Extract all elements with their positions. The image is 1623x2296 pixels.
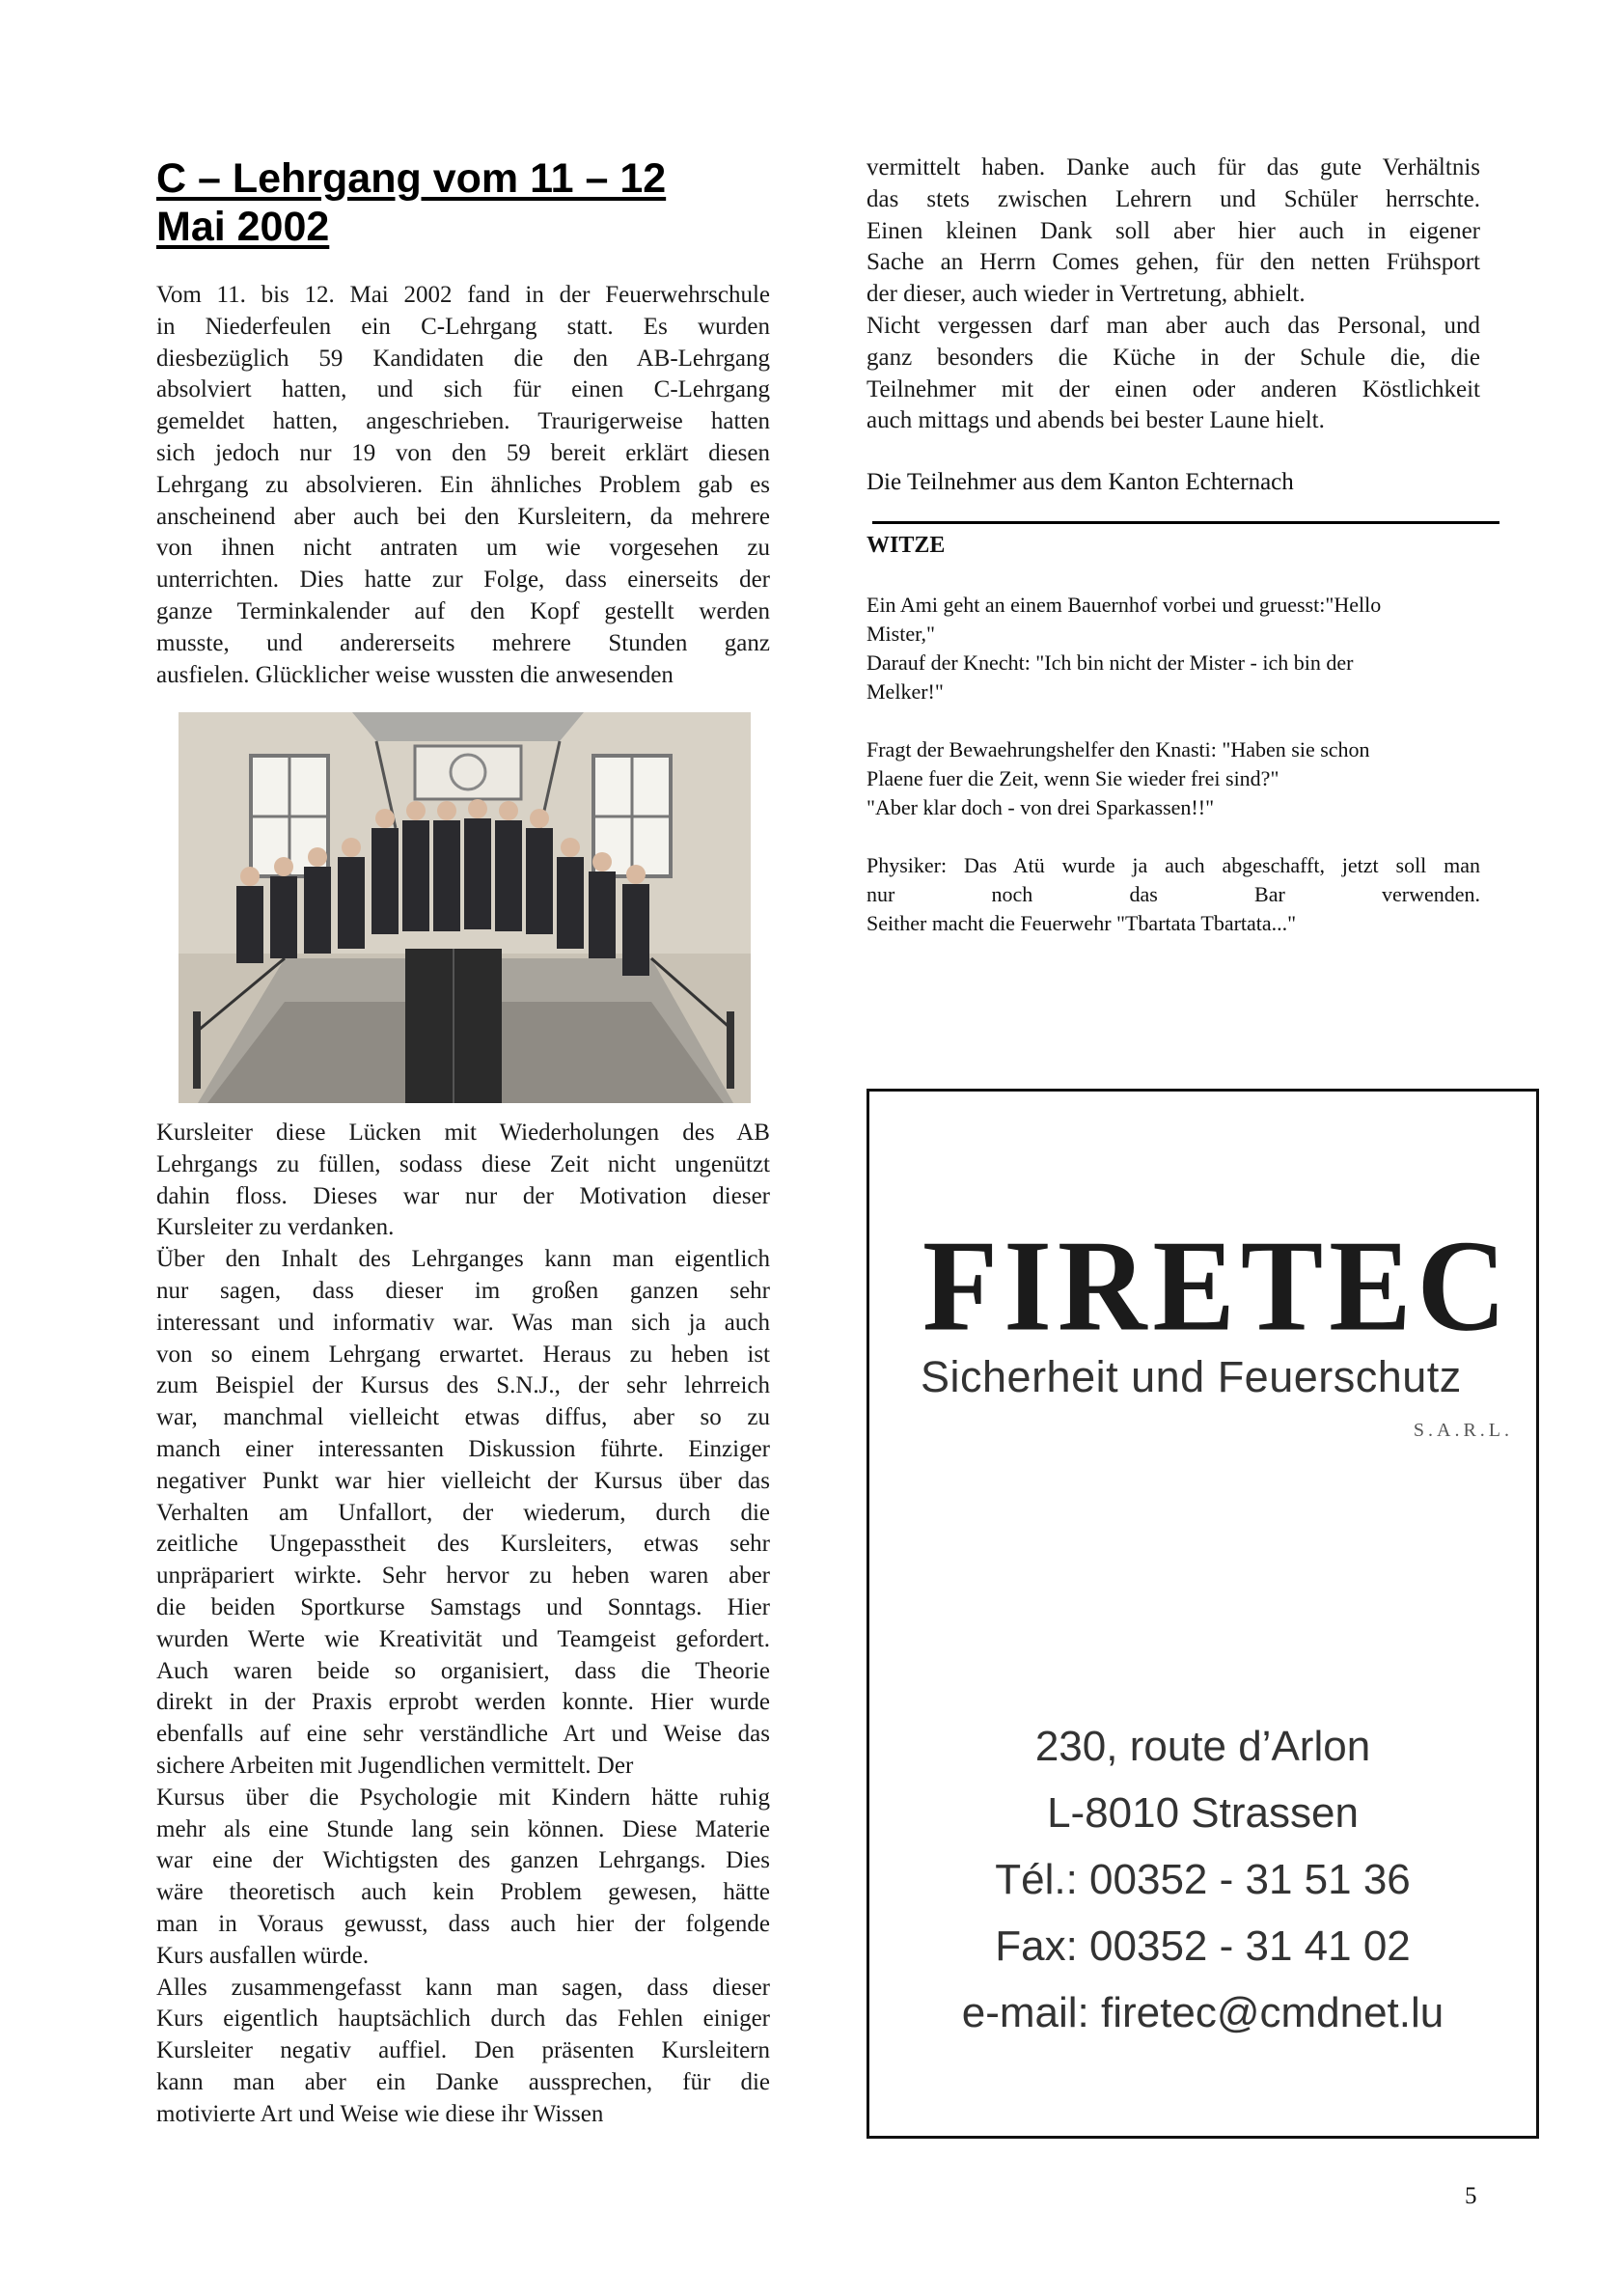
paragraph-line: vermittelt haben. Danke auch für das gute Verhältnis bbox=[867, 154, 1480, 180]
paragraph-line: von so einem Lehrgang erwartet. Heraus zu heben ist bbox=[156, 1341, 770, 1368]
article-paragraph-2 bbox=[156, 1118, 770, 2131]
paragraph-line: Lehrgang zu absolvieren. Ein ähnliches Problem gab es bbox=[156, 471, 770, 498]
paragraph-line: war, manchmal vielleicht etwas diffus, aber so zu bbox=[156, 1404, 770, 1431]
article-column-right bbox=[867, 152, 1480, 498]
joke-line: nur noch das Bar verwenden. bbox=[867, 882, 1480, 906]
paragraph-line: anscheinend aber auch bei den Kursleitern, da mehrere bbox=[156, 503, 770, 530]
group-photo-illustration bbox=[179, 712, 751, 1103]
joke-line: Seither macht die Feuerwehr "Tbartata Tbartata..." bbox=[867, 911, 1297, 935]
article-title-line2: Mai 2002 bbox=[156, 204, 330, 250]
paragraph-line: interessant und informativ war. Was man sich ja auch bbox=[156, 1309, 770, 1336]
ad-contact-block bbox=[869, 1713, 1536, 2046]
ad-brand-name: FIRETEC bbox=[922, 1212, 1512, 1359]
joke-line: Fragt der Bewaehrungshelfer den Knasti: "Haben sie schon bbox=[867, 737, 1370, 761]
joke-line: Plaene fuer die Zeit, wenn Sie wieder frei sind?" bbox=[867, 766, 1279, 790]
joke-line: "Aber klar doch - von drei Sparkassen!!" bbox=[867, 795, 1215, 819]
paragraph-line: Verhalten am Unfallort, der wiederum, durch die bbox=[156, 1499, 770, 1526]
joke-line: Physiker: Das Atü wurde ja auch abgeschafft, jetzt soll man bbox=[867, 853, 1480, 877]
paragraph-line: kann man aber ein Danke aussprechen, für die bbox=[156, 2068, 770, 2095]
ad-contact-line: Tél.: 00352 - 31 51 36 bbox=[995, 1856, 1411, 1903]
paragraph-line: die beiden Sportkurse Samstags und Sonntags. Hier bbox=[156, 1593, 770, 1620]
article-column-left bbox=[156, 154, 770, 691]
paragraph-line: direkt in der Praxis erprobt werden konnte. Hier wurde bbox=[156, 1689, 770, 1716]
paragraph-line: von ihnen nicht antraten um wie vorgesehen zu bbox=[156, 535, 770, 562]
article-paragraph-3 bbox=[867, 152, 1480, 437]
paragraph-line: das stets zwischen Lehrern und Schüler herrschte. bbox=[867, 185, 1480, 212]
paragraph-line: unpräpariert wirkte. Sehr hervor zu heben waren aber bbox=[156, 1563, 770, 1590]
article-title bbox=[156, 154, 770, 251]
paragraph-line: Kursleiter negativ auffiel. Den präsenten Kursleitern bbox=[156, 2037, 770, 2064]
joke-line: Mister," bbox=[867, 622, 936, 646]
paragraph-line: auch mittags und abends bei bester Laune hielt. bbox=[867, 407, 1325, 434]
paragraph-line: nur sagen, dass dieser im großen ganzen sehr bbox=[156, 1277, 770, 1304]
joke-line: Ein Ami geht an einem Bauernhof vorbei und gruesst:"Hello bbox=[867, 593, 1382, 617]
paragraph-line: Kurs ausfallen würde. bbox=[156, 1942, 370, 1969]
paragraph-line: motivierte Art und Weise wie diese ihr Wissen bbox=[156, 2100, 604, 2127]
paragraph-line: musste, und andererseits mehrere Stunden ganz bbox=[156, 629, 770, 656]
paragraph-line: ausfielen. Glücklicher weise wussten die anwesenden bbox=[156, 661, 674, 688]
paragraph-line: Einen kleinen Dank soll aber hier auch in eigener bbox=[867, 217, 1480, 244]
joke-3 bbox=[867, 851, 1480, 938]
ad-subtitle: Sicherheit und Feuerschutz bbox=[921, 1352, 1462, 1401]
joke-line: Melker!" bbox=[867, 679, 944, 704]
paragraph-line: ebenfalls auf eine sehr verständliche Art und Weise das bbox=[156, 1721, 770, 1748]
paragraph-line: Teilnehmer mit der einen oder anderen Köstlichkeit bbox=[867, 375, 1480, 402]
witze-heading: WITZE bbox=[867, 533, 946, 558]
ad-contact-line: Fax: 00352 - 31 41 02 bbox=[995, 1923, 1411, 1970]
joke-1 bbox=[867, 591, 1480, 706]
ad-contact-line: L-8010 Strassen bbox=[1047, 1789, 1359, 1837]
paragraph-line: wäre theoretisch auch kein Problem gewesen, hätte bbox=[156, 1879, 770, 1906]
ad-contact-line: e-mail: firetec@cmdnet.lu bbox=[961, 1989, 1444, 2036]
paragraph-line: zeitliche Ungepasstheit des Kursleiters, etwas sehr bbox=[156, 1531, 770, 1558]
paragraph-line: Vom 11. bis 12. Mai 2002 fand in der Feuerwehrschule bbox=[156, 282, 770, 308]
paragraph-line: Nicht vergessen darf man aber auch das Personal, und bbox=[867, 312, 1480, 339]
article-title-line1: C – Lehrgang vom 11 – 12 bbox=[156, 155, 667, 202]
paragraph-line: sich jedoch nur 19 von den 59 bereit erklärt diesen bbox=[156, 439, 770, 466]
paragraph-line: Über den Inhalt des Lehrganges kann man eigentlich bbox=[156, 1246, 770, 1273]
paragraph-line: zum Beispiel der Kursus des S.N.J., der sehr lehrreich bbox=[156, 1372, 770, 1399]
paragraph-line: war eine der Wichtigsten des ganzen Lehrgangs. Dies bbox=[156, 1847, 770, 1874]
paragraph-line: gemeldet hatten, angeschrieben. Traurigerweise hatten bbox=[156, 408, 770, 435]
paragraph-line: Sache an Herrn Comes gehen, für den netten Frühsport bbox=[867, 249, 1480, 276]
paragraph-line: in Niederfeulen ein C-Lehrgang statt. Es wurden bbox=[156, 313, 770, 340]
article-paragraph-1 bbox=[156, 280, 770, 691]
paragraph-line: wurden Werte wie Kreativität und Teamgeist gefordert. bbox=[156, 1625, 770, 1652]
paragraph-line: Kursleiter zu verdanken. bbox=[156, 1214, 395, 1241]
joke-line: Darauf der Knecht: "Ich bin nicht der Mister - ich bin der bbox=[867, 650, 1354, 675]
paragraph-line: unterrichten. Dies hatte zur Folge, dass einerseits der bbox=[156, 567, 770, 594]
firetec-advertisement bbox=[867, 1089, 1539, 2139]
article-column-left-continued bbox=[156, 1118, 770, 2131]
page-number: 5 bbox=[1465, 2183, 1477, 2209]
paragraph-line: man in Voraus gewusst, dass auch hier der folgende bbox=[156, 1910, 770, 1937]
paragraph-line: manch einer interessanten Diskussion führte. Einziger bbox=[156, 1435, 770, 1462]
paragraph-line: negativer Punkt war hier vielleicht der Kursus über das bbox=[156, 1467, 770, 1494]
jokes-section bbox=[867, 591, 1480, 967]
paragraph-line: Alles zusammengefasst kann man sagen, dass dieser bbox=[156, 1974, 770, 2001]
group-photo bbox=[179, 712, 751, 1103]
paragraph-line: der dieser, auch wieder in Vertretung, abhielt. bbox=[867, 281, 1306, 308]
paragraph-line: ganze Terminkalender auf den Kopf gestellt werden bbox=[156, 597, 770, 624]
paragraph-line: Kursleiter diese Lücken mit Wiederholungen des AB bbox=[156, 1120, 770, 1146]
paragraph-line: diesbezüglich 59 Kandidaten die den AB-Lehrgang bbox=[156, 345, 770, 372]
paragraph-line: absolviert hatten, und sich für einen C-Lehrgang bbox=[156, 376, 770, 403]
article-signature: Die Teilnehmer aus dem Kanton Echternach bbox=[867, 469, 1294, 496]
paragraph-line: ganz besonders die Küche in der Schule die, die bbox=[867, 344, 1480, 371]
ad-legal-form: S.A.R.L. bbox=[1413, 1420, 1513, 1441]
joke-2 bbox=[867, 735, 1480, 822]
paragraph-line: sichere Arbeiten mit Jugendlichen vermittelt. Der bbox=[156, 1752, 634, 1779]
paragraph-line: mehr als eine Stunde lang sein können. Diese Materie bbox=[156, 1815, 770, 1842]
paragraph-line: Auch waren beide so organisiert, dass die Theorie bbox=[156, 1657, 770, 1684]
ad-contact-line: 230, route d’Arlon bbox=[1034, 1723, 1371, 1770]
section-divider bbox=[872, 521, 1499, 524]
paragraph-line: dahin floss. Dieses war nur der Motivation dieser bbox=[156, 1182, 770, 1209]
paragraph-line: Kurs eigentlich hauptsächlich durch das Fehlen einiger bbox=[156, 2006, 770, 2033]
paragraph-line: Lehrgangs zu füllen, sodass diese Zeit nicht ungenützt bbox=[156, 1150, 770, 1177]
paragraph-line: Kursus über die Psychologie mit Kindern hätte ruhig bbox=[156, 1784, 770, 1811]
